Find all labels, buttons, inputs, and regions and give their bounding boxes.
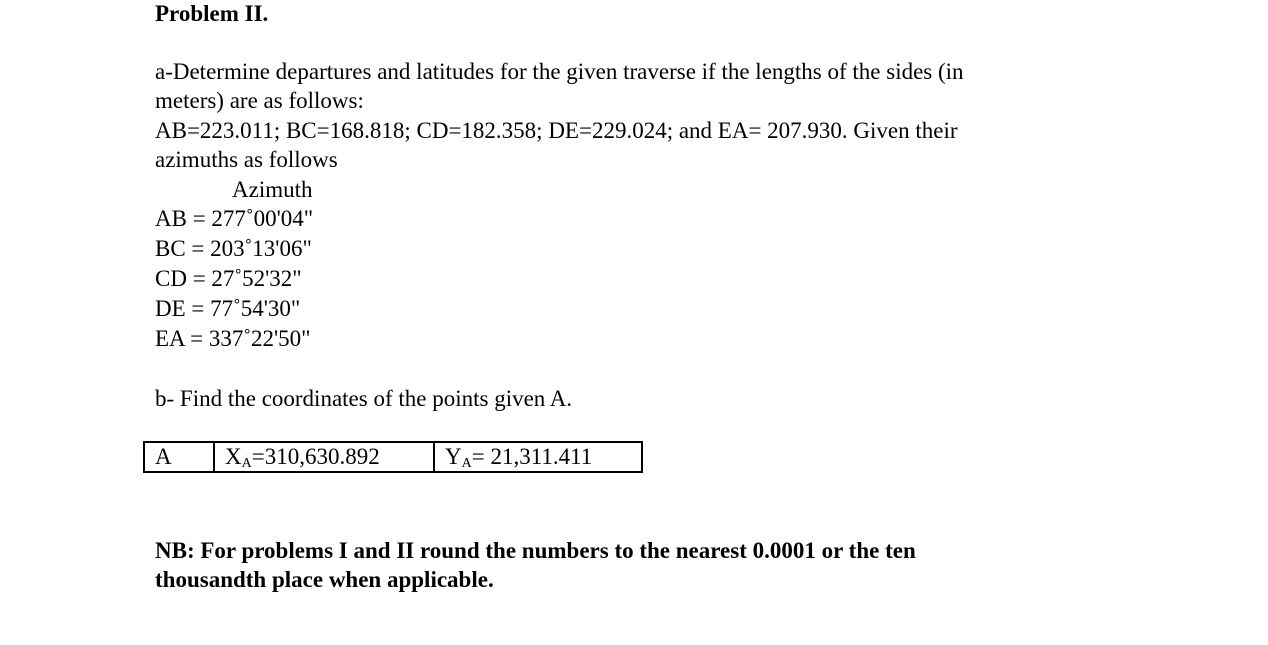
y-value: = 21,311.411 [471,444,593,469]
part-a-text-line-1: a-Determine departures and latitudes for the given traverse if the lengths of the sides (in [155,59,964,84]
table-row [144,442,642,472]
problem-title: Problem II. [155,1,269,26]
azimuth-header: Azimuth [232,177,313,202]
note-line-1: NB: For problems I and II round the numbers to the nearest 0.0001 or the ten [155,538,916,563]
x-value: =310,630.892 [251,444,380,469]
azimuth-ab: AB = 277˚00'04" [155,206,314,231]
x-coordinate-cell [214,442,434,472]
azimuth-ea: EA = 337˚22'50" [155,326,311,351]
coordinates-table [143,441,643,473]
y-subscript: A [461,456,472,471]
x-subscript: A [241,456,252,471]
azimuth-bc: BC = 203˚13'06" [155,236,312,261]
point-label-cell: A [144,442,214,472]
azimuth-cd: CD = 27˚52'32" [155,266,302,291]
part-b-text: b- Find the coordinates of the points given A. [155,386,573,411]
part-a-text-line-2: meters) are as follows: [155,88,364,113]
azimuth-de: DE = 77˚54'30" [155,296,301,321]
part-a-text-line-4: azimuths as follows [155,147,338,172]
y-letter: Y [445,444,462,469]
note-line-2: thousandth place when applicable. [155,567,494,592]
side-lengths-line: AB=223.011; BC=168.818; CD=182.358; DE=229.024; and EA= 207.930. Given their [155,118,958,143]
x-letter: X [225,444,242,469]
y-coordinate-cell [434,442,642,472]
